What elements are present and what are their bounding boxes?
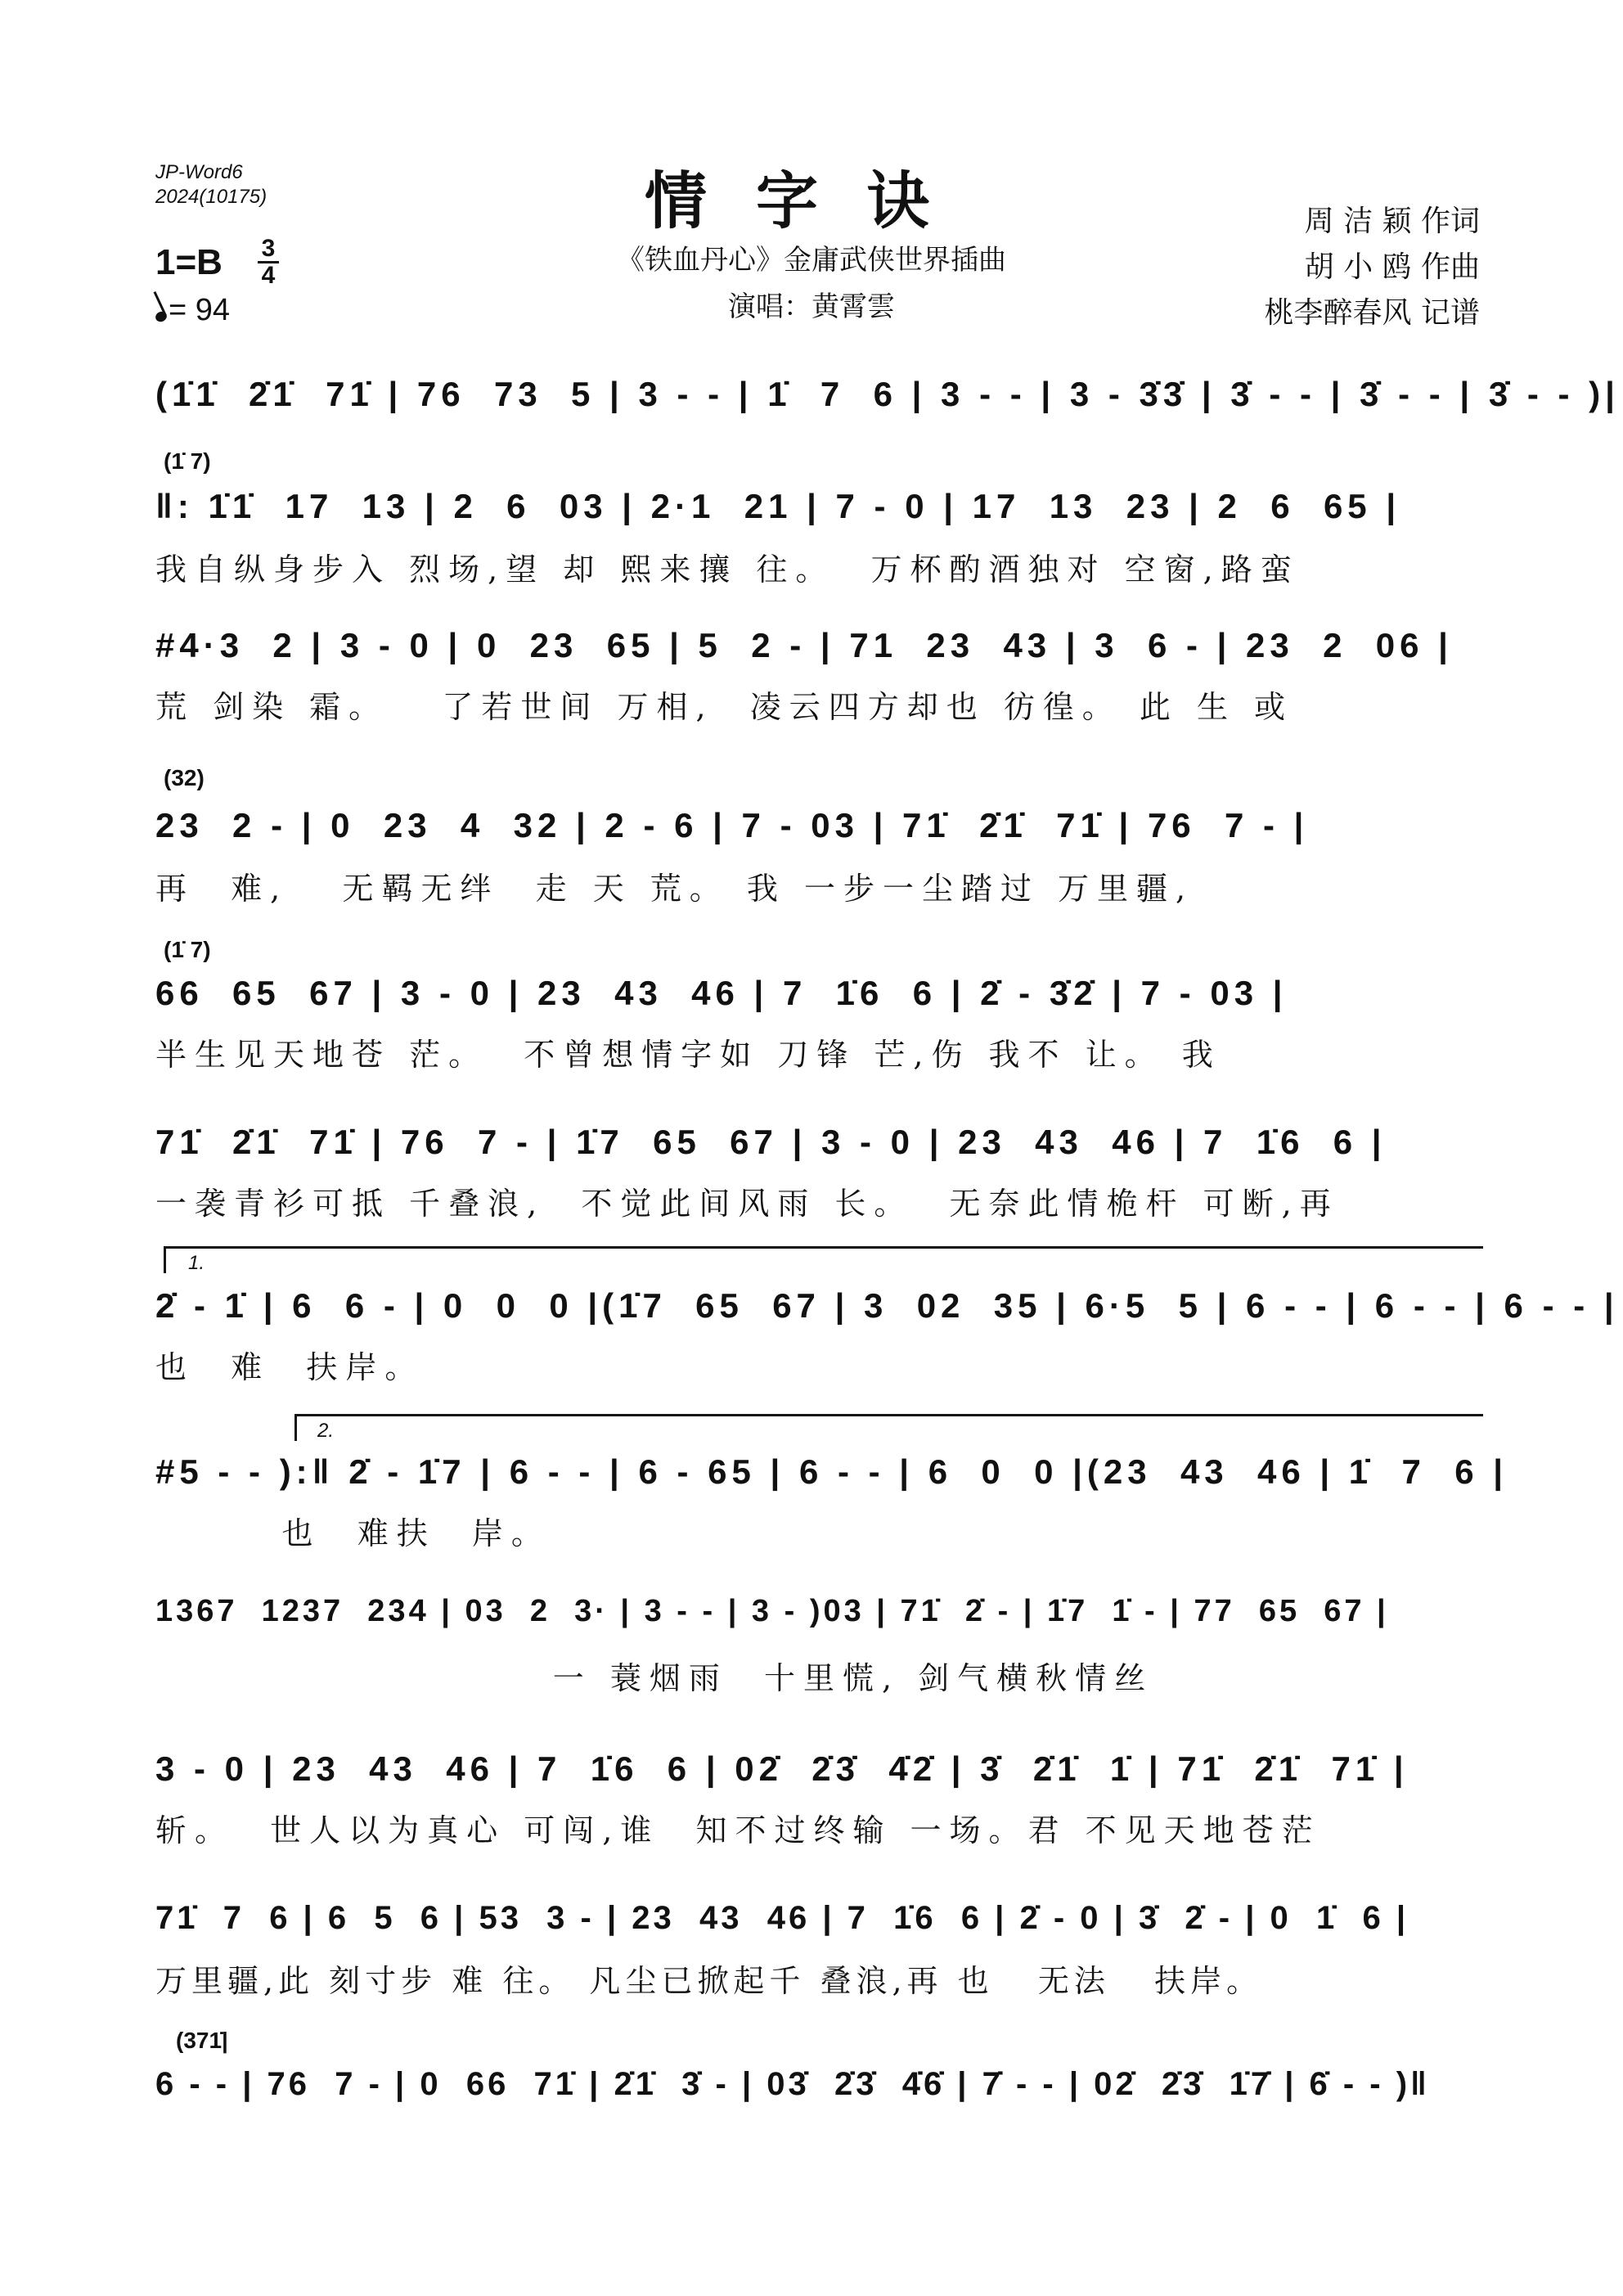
volta-bracket-1	[164, 1246, 1483, 1273]
lyric-line-4: 再 难, 无羁无绊 走 天 荒。 我 一步一尘踏过 万里疆,	[155, 871, 1194, 907]
music-line-5: 66 65 67 | 3 - 0 | 23 43 46 | 7 1̇6 6 | 2̇ - 3̇2̇ | 7 - 03 |	[155, 974, 1288, 1012]
music-line-6: 71̇ 2̇1̇ 71̇ | 76 7 - | 1̇7 65 67 | 3 - 0 | 23 43 46 | 7 1̇6 6 |	[155, 1123, 1387, 1161]
music-line-10: 3 - 0 | 23 43 46 | 7 1̇6 6 | 02̇ 2̇3̇ 4̇2̇ | 3̇ 2̇1̇ 1̇ | 71̇ 2̇1̇ 71̇ |	[155, 1749, 1409, 1788]
lyric-line-3: 荒 剑染 霜。 了若世间 万相, 凌云四方却也 彷徨。 此 生 或	[155, 689, 1294, 725]
tempo-value: = 94	[169, 293, 231, 327]
music-line-12: 6 - - | 76 7 - | 0 66 71̇ | 2̇1̇ 3̇ - | 03̇ 2̇3̇ 4̇6̇ | 7̇ - - | 02̇ 2̇3̇ 1̇7̇ | 6̇ - - )‖	[155, 2066, 1430, 2102]
grace-mark-2: (1̇ 7)	[164, 448, 211, 474]
music-line-9: 1367 1237 234 | 03 2 3· | 3 - - | 3 - )03 | 71̇ 2̇ - | 1̇7 1̇ - | 77 65 67 |	[155, 1594, 1389, 1628]
song-title: 情字诀	[645, 164, 978, 237]
lyric-line-8: 也 难扶 岸。	[155, 1515, 551, 1551]
software-label: JP-Word6	[155, 161, 243, 183]
volta-bracket-2	[294, 1414, 1483, 1441]
key-signature: 1=B	[155, 242, 223, 282]
volta-label-2: 2.	[317, 1420, 335, 1442]
quarter-note-icon	[154, 310, 169, 324]
music-line-4: 23 2 - | 0 23 4 32 | 2 - 6 | 7 - 03 | 71̇ 2̇1̇ 71̇ | 76 7 - |	[155, 806, 1309, 844]
lyric-line-10: 斩。 世人以为真心 可闯,谁 知不过终输 一场。君 不见天地苍茫	[155, 1812, 1321, 1848]
lyric-line-2: 我自纵身步入 烈场,望 却 熙来攘 往。 万杯酌酒独对 空窗,路蛮	[155, 551, 1300, 588]
music-line-7: 2̇ - 1̇ | 6 6 - | 0 0 0 |(1̇7 65 67 | 3 02 35 | 6·5 5 | 6 - - | 6 - - | 6 - - |	[155, 1286, 1619, 1325]
transcriber-credit: 桃李醉春风 记谱	[1264, 296, 1480, 330]
grace-mark-12: (371̇|	[176, 2028, 228, 2053]
music-line-11: 71̇ 7 6 | 6 5 6 | 53 3 - | 23 43 46 | 7 1̇6 6 | 2̇ - 0 | 3̇ 2̇ - | 0 1̇ 6 |	[155, 1900, 1409, 1936]
volta-label-1: 1.	[188, 1252, 205, 1274]
composer-credit: 胡 小 鸥 作曲	[1304, 250, 1480, 284]
time-signature	[258, 236, 279, 288]
lyric-line-5: 半生见天地苍 茫。 不曾想情字如 刀锋 芒,伤 我不 让。 我	[155, 1037, 1221, 1073]
time-signature-top: 3	[261, 235, 276, 262]
lyric-line-7: 也 难 扶岸。	[155, 1349, 425, 1385]
lyricist-credit: 周 洁 颖 作词	[1304, 205, 1480, 238]
time-signature-bottom: 4	[261, 262, 276, 289]
grace-mark-4: (32)	[164, 765, 205, 790]
music-line-1: (1̇1̇ 2̇1̇ 71̇ | 76 73 5 | 3 - - | 1̇ 7 6 | 3 - - | 3 - 3̇3̇ | 3̇ - - | 3̇ - - | 3̇ - - )|	[155, 375, 1620, 413]
singer-label: 演唱：黄霄雲	[728, 290, 895, 323]
song-subtitle: 《铁血丹心》金庸武侠世界插曲	[617, 244, 1006, 277]
music-line-3: #4·3 2 | 3 - 0 | 0 23 65 | 5 2 - | 71 23 43 | 3 6 - | 23 2 06 |	[155, 626, 1453, 664]
lyric-line-11: 万里疆,此 刻寸步 难 往。 凡尘已掀起千 叠浪,再 也 无法 扶岸。	[155, 1963, 1263, 1999]
credits	[1265, 199, 1480, 336]
lyric-line-6: 一袭青衫可抵 千叠浪, 不觉此间风雨 长。 无奈此情桅杆 可断,再	[155, 1186, 1339, 1222]
code-label: 2024(10175)	[155, 186, 268, 208]
grace-mark-5: (1̇ 7)	[164, 937, 211, 962]
music-line-8: #5 - - ):‖ 2̇ - 1̇7 | 6 - - | 6 - 65 | 6 - - | 6 0 0 |(23 43 46 | 1̇ 7 6 |	[155, 1452, 1508, 1491]
lyric-line-9: 一 蓑烟雨 十里慌, 剑气横秋情丝	[155, 1660, 1154, 1696]
music-line-2: ‖: 1̇1̇ 17 13 | 2 6 03 | 2·1 21 | 7 - 0 | 17 13 23 | 2 6 65 |	[155, 487, 1401, 525]
tempo-marking	[155, 293, 230, 328]
